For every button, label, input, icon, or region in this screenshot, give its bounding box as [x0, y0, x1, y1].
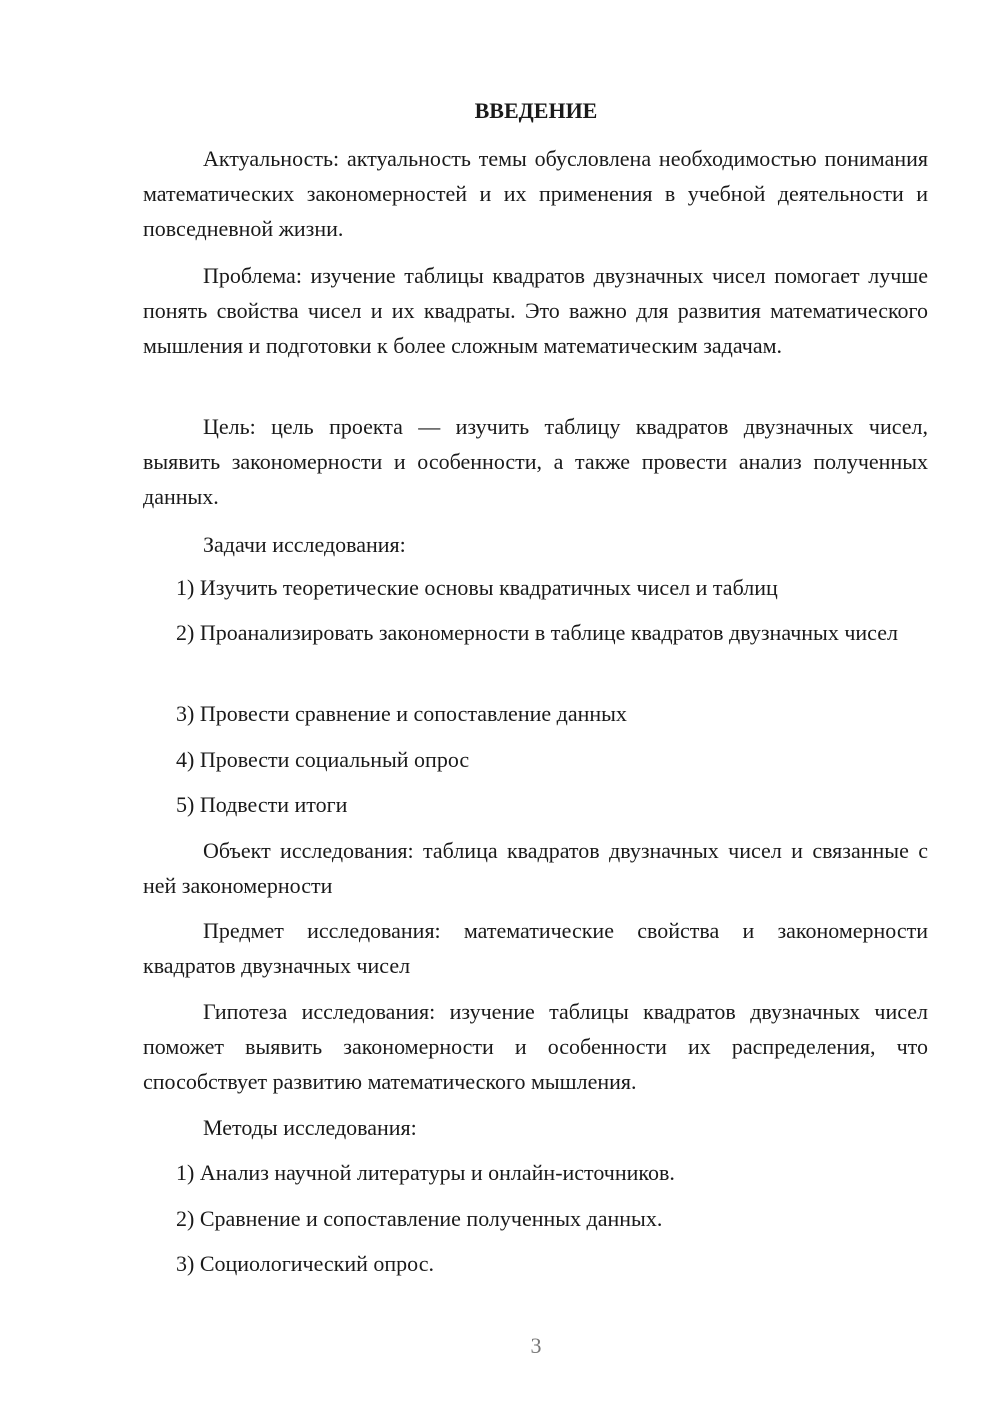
- task-item-1: 1) Изучить теоретические основы квадратичных чисел и таблиц: [176, 575, 778, 600]
- task-item-2: 2) Проанализировать закономерности в таблице квадратов двузначных чисел: [176, 620, 898, 645]
- tasks-heading: Задачи исследования:: [203, 532, 406, 557]
- task-item-4: 4) Провести социальный опрос: [176, 747, 470, 772]
- page-title: ВВЕДЕНИЕ: [474, 98, 598, 123]
- methods-heading: Методы исследования:: [203, 1115, 417, 1140]
- page-number: 3: [530, 1333, 542, 1358]
- goal-paragraph: Цель: цель проекта — изучить таблицу квадратов двузначных чисел, выявить закономерности и особенности, а также провести анализ полученных данных.: [143, 414, 928, 509]
- method-item-3: 3) Социологический опрос.: [176, 1251, 434, 1276]
- method-item-2: 2) Сравнение и сопоставление полученных данных.: [176, 1206, 663, 1231]
- relevance-paragraph: Актуальность: актуальность темы обусловлена необходимостью понимания математических закономерностей и их применения в учебной деятельности и повседневной жизни.: [143, 146, 928, 241]
- subject-paragraph: Предмет исследования: математические свойства и закономерности квадратов двузначных чисел: [143, 918, 928, 978]
- hypothesis-paragraph: Гипотеза исследования: изучение таблицы квадратов двузначных чисел поможет выявить закономерности и особенности их распределения, что способствует развитию математического мышления.: [143, 999, 928, 1094]
- problem-paragraph: Проблема: изучение таблицы квадратов двузначных чисел помогает лучше понять свойства чисел и их квадраты. Это важно для развития математического мышления и подготовки к более сложным математическим задачам.: [143, 263, 928, 358]
- task-item-5: 5) Подвести итоги: [176, 792, 348, 817]
- task-item-3: 3) Провести сравнение и сопоставление данных: [176, 701, 627, 726]
- object-paragraph: Объект исследования: таблица квадратов двузначных чисел и связанные с ней закономерности: [143, 838, 928, 898]
- method-item-1: 1) Анализ научной литературы и онлайн-источников.: [176, 1160, 675, 1185]
